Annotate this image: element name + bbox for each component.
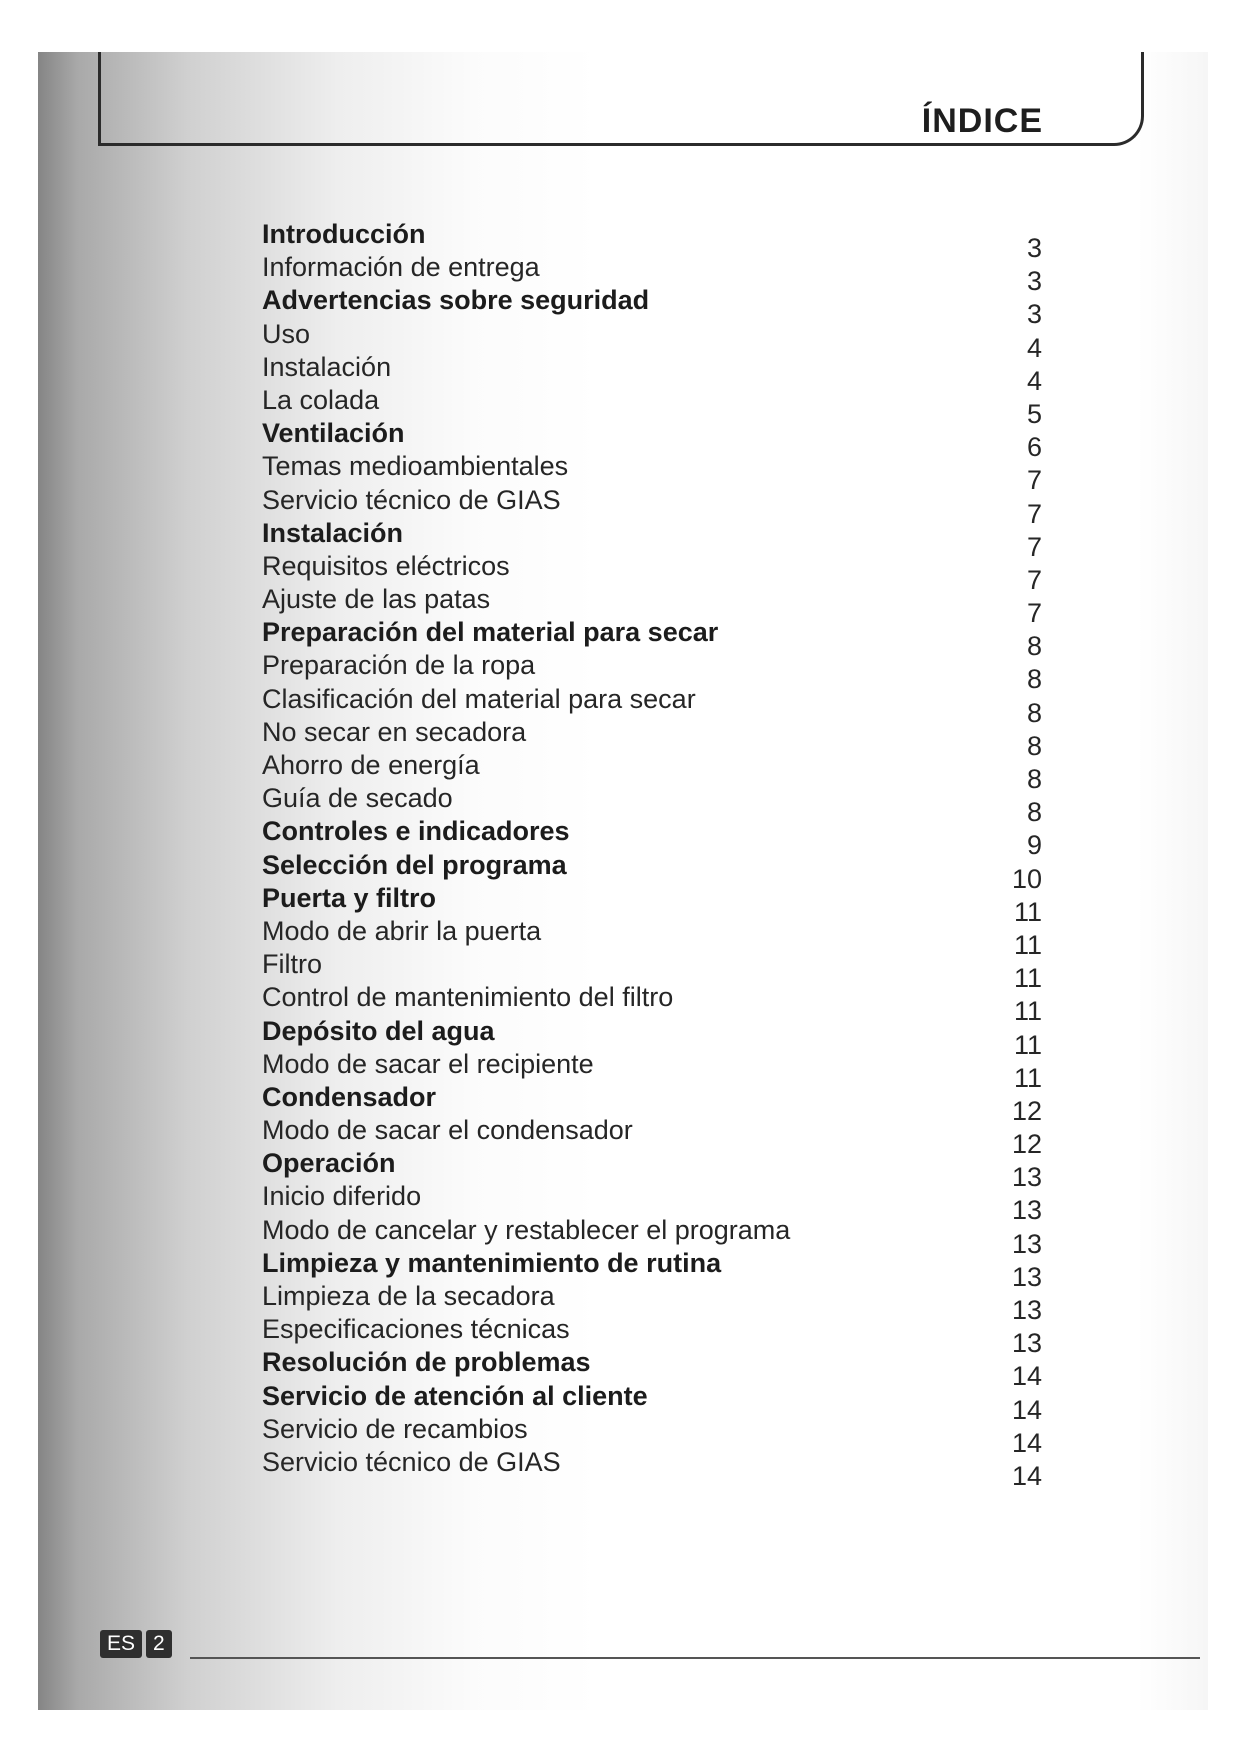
toc-page-number: 12 xyxy=(1011,1129,1042,1160)
toc-page-number: 13 xyxy=(1011,1228,1042,1259)
toc-entry-title: Clasificación del material para secar xyxy=(262,683,696,714)
toc-page-number: 13 xyxy=(1011,1261,1042,1292)
toc-page-number: 11 xyxy=(1013,896,1042,927)
toc-page-number: 3 xyxy=(1026,299,1042,330)
toc-page-number: 3 xyxy=(1026,233,1042,263)
toc-entry-title: Ahorro de energía xyxy=(262,750,480,780)
toc-page-number: 7 xyxy=(1026,531,1042,562)
toc-page-number: 4 xyxy=(1026,365,1042,396)
toc-page-number: 7 xyxy=(1026,598,1042,629)
toc-entry-title: Temas medioambientales xyxy=(262,451,569,482)
toc-entry-title: Especificaciones técnicas xyxy=(262,1314,570,1345)
toc-entry-title: Preparación de la ropa xyxy=(262,650,536,681)
toc-page-number: 12 xyxy=(1011,1095,1042,1126)
toc-section-title: Controles e indicadores xyxy=(262,816,570,847)
toc-pages-column xyxy=(980,232,1042,1493)
toc-page-number: 7 xyxy=(1026,564,1042,595)
toc-section-title: Condensador xyxy=(262,1081,437,1112)
toc-entry-title: Instalación xyxy=(262,351,392,382)
toc-titles-column xyxy=(262,218,790,1479)
toc-entry-title: Modo de cancelar y restablecer el programa xyxy=(262,1214,791,1245)
toc-entry-title: Requisitos eléctricos xyxy=(262,550,510,581)
toc-page-number: 13 xyxy=(1011,1328,1042,1359)
toc-page-number: 4 xyxy=(1026,332,1042,363)
toc-entry-title: Servicio de recambios xyxy=(262,1413,528,1444)
toc-section-title: Depósito del agua xyxy=(262,1015,495,1046)
toc-page-number: 14 xyxy=(1011,1460,1042,1491)
page-number-badge: 2 xyxy=(146,1630,172,1658)
toc-page-number: 8 xyxy=(1026,797,1042,828)
toc-entry-title: Servicio técnico de GIAS xyxy=(262,484,561,515)
toc-entry-title: Modo de sacar el condensador xyxy=(262,1115,633,1146)
page-title: ÍNDICE xyxy=(921,102,1043,140)
toc-entry-title: Inicio diferido xyxy=(262,1181,422,1212)
toc-page-number: 13 xyxy=(1011,1195,1042,1226)
toc-entry-title: Ajuste de las patas xyxy=(262,584,491,615)
toc-section-title: Ventilación xyxy=(262,418,405,449)
toc-page-number: 8 xyxy=(1026,730,1042,761)
toc-page-number: 14 xyxy=(1011,1427,1042,1458)
toc-entry-title: Guía de secado xyxy=(262,783,453,814)
toc-entry-title: Uso xyxy=(262,318,311,349)
toc-section-title: Introducción xyxy=(262,219,426,249)
toc-section-title: Limpieza y mantenimiento de rutina xyxy=(262,1247,722,1278)
toc-page-number: 13 xyxy=(1011,1162,1042,1193)
toc-entry-title: Servicio técnico de GIAS xyxy=(262,1446,561,1477)
toc-entry-title: Información de entrega xyxy=(262,252,540,283)
toc-entry-title: Modo de sacar el recipiente xyxy=(262,1048,594,1079)
toc-page-number: 7 xyxy=(1026,465,1042,496)
toc-page-number: 3 xyxy=(1026,266,1042,297)
toc-page-number: 11 xyxy=(1013,963,1042,994)
toc-page-number: 11 xyxy=(1013,1029,1042,1060)
toc-page-number: 11 xyxy=(1013,1062,1042,1093)
toc-entry-title: Limpieza de la secadora xyxy=(262,1281,555,1311)
toc-section-title: Operación xyxy=(262,1148,396,1179)
toc-page-number: 8 xyxy=(1026,764,1042,794)
toc-section-title: Selección del programa xyxy=(262,849,567,880)
toc-section-title: Resolución de problemas xyxy=(262,1347,591,1378)
toc-page-number: 5 xyxy=(1026,398,1042,429)
footer-rule xyxy=(190,1657,1200,1659)
toc-section-title: Instalación xyxy=(262,517,404,548)
toc-entry-title: No secar en secadora xyxy=(262,716,527,747)
toc-page-number: 6 xyxy=(1026,432,1042,463)
toc-page-number: 14 xyxy=(1011,1394,1042,1425)
toc-page-number: 14 xyxy=(1011,1361,1042,1392)
toc-page-number: 8 xyxy=(1026,664,1042,695)
toc-page-number: 13 xyxy=(1011,1295,1042,1325)
toc-entry-title: Filtro xyxy=(262,949,322,980)
footer-badges xyxy=(100,1630,172,1658)
toc-entry-title: La colada xyxy=(262,384,380,415)
toc-page-number: 8 xyxy=(1026,697,1042,728)
toc-section-title: Advertencias sobre seguridad xyxy=(262,285,650,316)
toc-page-number: 11 xyxy=(1013,996,1042,1027)
toc-section-title: Servicio de atención al cliente xyxy=(262,1380,648,1411)
toc-section-title: Puerta y filtro xyxy=(262,882,437,913)
language-badge: ES xyxy=(100,1630,142,1658)
toc-entry-title: Control de mantenimiento del filtro xyxy=(262,982,674,1013)
toc-page-number: 9 xyxy=(1026,830,1042,861)
toc-page-number: 11 xyxy=(1013,929,1042,960)
toc-page-number: 10 xyxy=(1011,863,1042,894)
toc-entry-title: Modo de abrir la puerta xyxy=(262,915,542,946)
toc-page-number: 7 xyxy=(1026,498,1042,529)
toc-section-title: Preparación del material para secar xyxy=(262,617,719,648)
toc-page-number: 8 xyxy=(1026,631,1042,662)
